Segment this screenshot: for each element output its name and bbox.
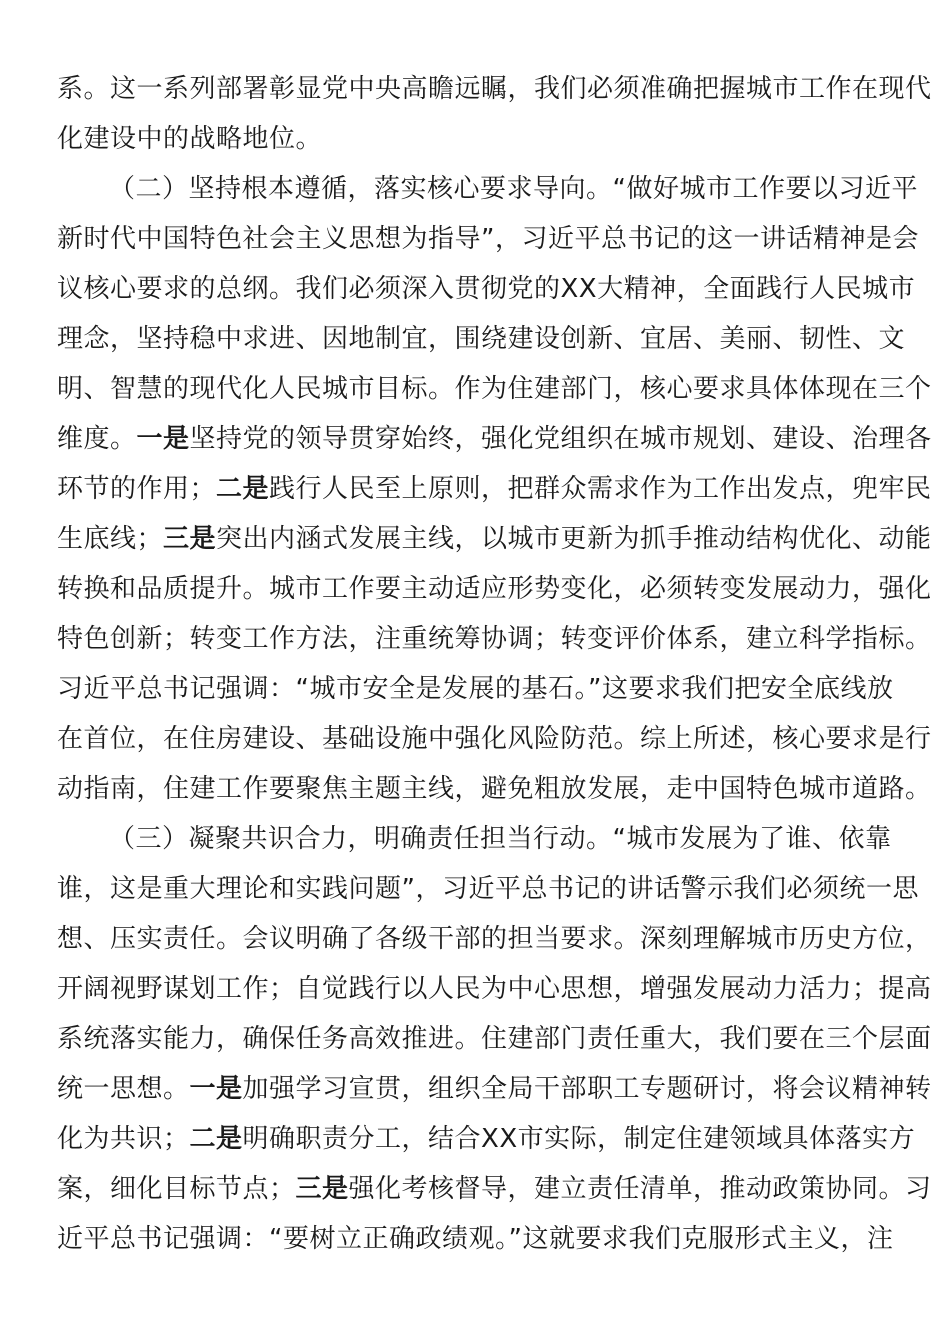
text-run: 践行人民至上原则，把群众需求作为工作出发点，兜牢民	[269, 474, 932, 504]
bold-marker: 二是	[216, 474, 270, 504]
text-line-10	[57, 514, 932, 564]
text-line-8	[57, 414, 932, 464]
text-line-5: 议核心要求的总纲。我们必须深入贯彻党的XX大精神，全面践行人民城市	[57, 274, 916, 304]
text-run: 生底线；	[57, 524, 164, 554]
text-line-7: 明、智慧的现代化人民城市目标。作为住建部门，核心要求具体体现在三个	[57, 374, 932, 404]
bold-marker: 三是	[163, 524, 217, 554]
section-heading-3: （三）凝聚共识合力，明确责任担当行动。“城市发展为了谁、依靠	[109, 824, 892, 854]
text-line-17: 谁，这是重大理论和实践问题”，习近平总书记的讲话警示我们必须统一思	[57, 874, 919, 904]
text-line-19: 开阔视野谋划工作；自觉践行以人民为中心思想，增强发展动力活力；提高	[57, 974, 932, 1004]
text-line-12: 特色创新；转变工作方法，注重统筹协调；转变评价体系，建立科学指标。	[57, 624, 932, 654]
section-heading-2: （二）坚持根本遵循，落实核心要求导向。“做好城市工作要以习近平	[109, 174, 918, 204]
text-line-4: 新时代中国特色社会主义思想为指导”，习近平总书记的这一讲话精神是会	[57, 224, 919, 254]
text-line-23	[57, 1164, 932, 1214]
text-line-6: 理念，坚持稳中求进、因地制宜，围绕建设创新、宜居、美丽、韧性、文	[57, 324, 906, 354]
text-run: 明确职责分工，结合XX市实际，制定住建领域具体落实方	[242, 1124, 916, 1154]
text-line-15: 动指南，住建工作要聚焦主题主线，避免粗放发展，走中国特色城市道路。	[57, 774, 932, 804]
text-run: 环节的作用；	[57, 474, 217, 504]
bold-marker: 二是	[189, 1124, 243, 1154]
text-run: 统一思想。	[57, 1074, 190, 1104]
text-line-13: 习近平总书记强调：“城市安全是发展的基石。”这要求我们把安全底线放	[57, 674, 894, 704]
text-line-22	[57, 1114, 916, 1164]
bold-marker: 一是	[136, 424, 190, 454]
text-line-21	[57, 1064, 932, 1114]
text-line-14: 在首位，在住房建设、基础设施中强化风险防范。综上所述，核心要求是行	[57, 724, 932, 754]
text-line-2: 化建设中的战略地位。	[57, 124, 323, 154]
text-line-9	[57, 464, 932, 514]
text-line-18: 想、压实责任。会议明确了各级干部的担当要求。深刻理解城市历史方位，	[57, 924, 932, 954]
text-run: 案，细化目标节点；	[57, 1174, 296, 1204]
bold-marker: 三是	[295, 1174, 349, 1204]
text-run: 化为共识；	[57, 1124, 190, 1154]
text-run: 加强学习宣贯，组织全局干部职工专题研讨，将会议精神转	[242, 1074, 932, 1104]
document-page	[57, 64, 932, 1264]
text-line-11: 转换和品质提升。城市工作要主动适应形势变化，必须转变发展动力，强化	[57, 574, 932, 604]
text-line-24: 近平总书记强调：“要树立正确政绩观。”这就要求我们克服形式主义，注	[57, 1224, 894, 1254]
text-run: 维度。	[57, 424, 137, 454]
bold-marker: 一是	[189, 1074, 243, 1104]
text-run: 强化考核督导，建立责任清单，推动政策协同。习	[348, 1174, 932, 1204]
text-run: 坚持党的领导贯穿始终，强化党组织在城市规划、建设、治理各	[189, 424, 932, 454]
text-line-20: 系统落实能力，确保任务高效推进。住建部门责任重大，我们要在三个层面	[57, 1024, 932, 1054]
text-run: 突出内涵式发展主线，以城市更新为抓手推动结构优化、动能	[216, 524, 932, 554]
text-line-1: 系。这一系列部署彰显党中央高瞻远瞩，我们必须准确把握城市工作在现代	[57, 74, 932, 104]
